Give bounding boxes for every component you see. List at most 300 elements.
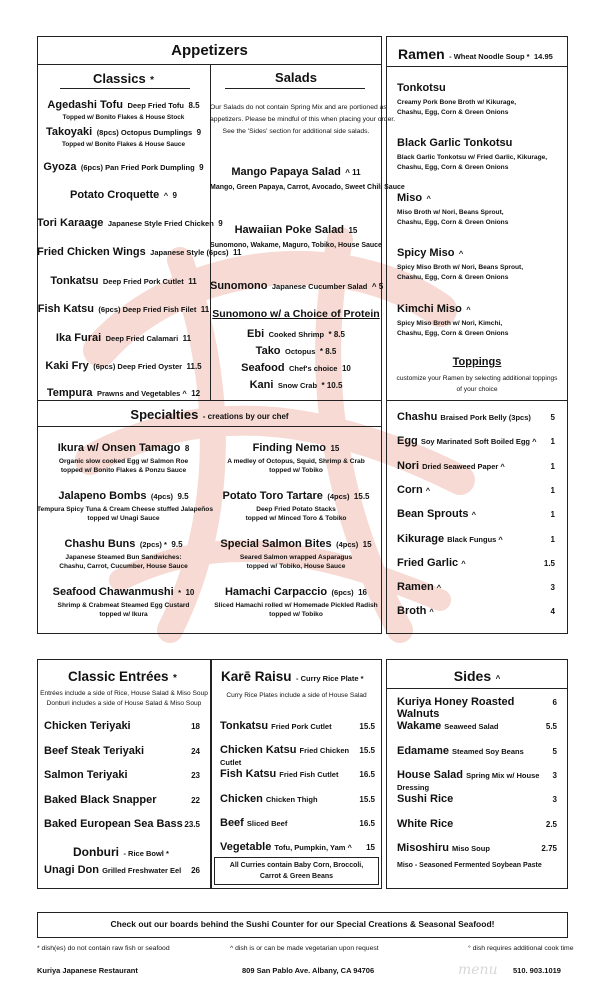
topping-name: Egg — [397, 435, 418, 448]
curry-price: 15.5 — [359, 746, 375, 756]
specialty-name: Chashu Buns — [64, 538, 136, 550]
divider — [225, 88, 365, 89]
topping-item — [397, 460, 555, 472]
protein-item — [210, 341, 382, 359]
divider — [37, 426, 382, 427]
entree-price: 24 — [191, 746, 200, 756]
ramen-line — [397, 78, 516, 96]
topping-price: 4 — [550, 607, 555, 617]
classic-name: Kaki Fry — [45, 360, 89, 372]
side-desc: Steamed Soy Beans — [452, 746, 524, 756]
classic-desc: Japanese Style (6pcs) — [150, 248, 229, 257]
sides-title: Sides — [453, 668, 492, 684]
classic-line — [37, 157, 210, 175]
topping-desc: ^ — [429, 607, 434, 617]
topping-name: Nori — [397, 459, 419, 472]
specialty-name: Seafood Chawanmushi — [52, 586, 174, 598]
donburi-name: Unagi Don — [44, 864, 99, 876]
curry-label — [220, 841, 352, 853]
ramen-note: Chashu, Egg, Corn & Green Onions — [397, 109, 509, 116]
side-desc: Spring Mix w/ House Dressing — [397, 770, 540, 792]
specialty-note: Tempura Spicy Tuna & Cream Cheese stuffed Jalapeños — [37, 506, 214, 513]
classic-price: 8.5 — [188, 101, 200, 110]
salads-intro-line: Our Salads do not contain Spring Mix and are portioned as — [210, 104, 387, 111]
topping-item — [397, 411, 555, 423]
ramen-note: Chashu, Egg, Corn & Green Onions — [397, 164, 509, 171]
topping-name: Corn — [397, 483, 423, 496]
protein-price: * 10.5 — [321, 381, 343, 390]
side-price: 6 — [552, 698, 557, 707]
curry-label — [220, 817, 287, 829]
ramen-mark: ^ — [458, 249, 464, 258]
entree-name: Chicken Teriyaki — [44, 720, 131, 732]
specialty-note: Seared Salmon wrapped Asparagus — [239, 554, 353, 561]
curry-name: Fish Katsu — [220, 768, 277, 781]
protein-name: Kani — [249, 379, 274, 391]
entree-name: Baked Black Snapper — [44, 793, 157, 806]
topping-name: Broth — [397, 605, 427, 618]
ramen-mark: ^ — [466, 305, 471, 314]
classic-desc: ^ — [163, 191, 169, 200]
side-price: 5 — [552, 746, 557, 756]
curry-price: 15.5 — [359, 722, 375, 731]
protein-price: 10 — [341, 364, 351, 373]
classic-line — [37, 271, 210, 289]
specialty-price: 9.5 — [171, 540, 183, 549]
classic-line — [37, 328, 210, 346]
curry-header — [221, 668, 364, 686]
specialty-line — [210, 438, 382, 456]
specialty-line — [37, 438, 210, 456]
curry-label — [220, 768, 338, 780]
specialty-price: 15 — [362, 540, 372, 549]
toppings-intro-line: customize your Ramen by selecting additional toppings — [396, 375, 558, 382]
entree-item — [44, 794, 200, 806]
classic-line — [37, 299, 210, 317]
ramen-line — [397, 299, 508, 317]
salad-item — [210, 162, 405, 191]
topping-label — [397, 508, 476, 520]
entree-item — [44, 769, 200, 781]
divider — [60, 88, 190, 89]
curry-footnote-line: All Curries contain Baby Corn, Broccoli, — [229, 862, 364, 869]
topping-name: Bean Sprouts — [397, 508, 469, 521]
classic-item — [37, 356, 210, 374]
classic-item — [37, 185, 210, 203]
curry-item — [220, 793, 375, 805]
topping-price: 1 — [550, 461, 555, 471]
side-price: 3 — [552, 795, 557, 805]
topping-label — [397, 557, 466, 569]
side-name: Misoshiru — [397, 841, 449, 854]
footer-phone: 510. 903.1019 — [513, 966, 561, 975]
ramen-name: Tonkotsu — [397, 82, 446, 94]
curry-subtitle: - Curry Rice Plate * — [296, 674, 364, 683]
ramen-title: Ramen — [398, 46, 445, 62]
appetizers-title: Appetizers — [171, 42, 248, 59]
specialty-line — [210, 534, 382, 552]
topping-name: Chashu — [397, 411, 438, 423]
entrees-note: Entrées include a side of Rice, House Salad & Miso Soup — [40, 690, 208, 697]
specialty-name: Special Salmon Bites — [220, 538, 332, 550]
classic-price: 11 — [188, 277, 197, 286]
specialty-note: topped w/ Tobiko, House Sauce — [246, 563, 346, 570]
classic-item — [37, 299, 210, 317]
classic-name: Tonkatsu — [50, 275, 99, 287]
specialty-name: Jalapeno Bombs — [58, 490, 147, 502]
salads-intro — [210, 102, 396, 138]
topping-desc: ^ — [425, 485, 431, 495]
specialty-price: 8 — [184, 444, 190, 453]
classic-item — [37, 157, 210, 175]
salad-note: Sunomono, Wakame, Maguro, Tobiko, House Sauce — [210, 242, 382, 249]
topping-label — [397, 460, 505, 472]
classic-desc: (6pcs) Deep Fried Oyster — [93, 362, 183, 371]
ramen-note: Chashu, Egg, Corn & Green Onions — [397, 274, 509, 281]
salad-item — [210, 276, 382, 294]
classic-line — [37, 185, 210, 203]
classic-name: Tempura — [46, 387, 93, 399]
protein-name: Ebi — [247, 328, 265, 340]
salad-name: Hawaiian Poke Salad — [234, 224, 345, 236]
specialty-item — [37, 582, 210, 618]
ramen-note: Creamy Pork Bone Broth w/ Kikurage, — [397, 99, 517, 106]
specialty-item — [37, 438, 210, 474]
specialty-line — [210, 486, 382, 504]
specialty-item — [37, 534, 210, 570]
specialty-note: topped w/ Minced Toro & Tobiko — [245, 515, 347, 522]
toppings-header — [386, 356, 568, 395]
donburi-title: Donburi — [73, 845, 119, 859]
classic-line — [37, 383, 210, 401]
specialty-note: topped w/ Tobiko — [269, 611, 323, 618]
divider — [386, 66, 568, 67]
specialty-note: Organic slow cooked Egg w/ Salmon Roe — [58, 458, 189, 465]
specialty-desc: (4pcs) — [327, 492, 350, 501]
ramen-item — [397, 188, 508, 226]
specialties-title: Specialties — [130, 407, 199, 422]
ramen-item — [397, 133, 547, 171]
toppings-title: Toppings — [452, 356, 502, 368]
donburi-price: 26 — [191, 866, 200, 875]
ramen-line — [397, 243, 523, 261]
protein-item — [210, 358, 382, 376]
classic-item — [37, 383, 210, 401]
curry-desc: Fried Pork Cutlet — [271, 722, 332, 731]
side-label — [397, 818, 453, 830]
curry-name: Chicken Katsu — [220, 744, 297, 757]
entrees-note: Donburi includes a side of House Salad & Miso Soup — [46, 700, 202, 707]
classic-item — [37, 328, 210, 346]
side-name: House Salad — [397, 768, 464, 781]
curry-price: 15 — [366, 843, 375, 852]
specialty-line — [37, 534, 210, 552]
topping-label — [397, 411, 531, 423]
topping-price: 1 — [550, 534, 555, 544]
specialty-note: topped w/ Ikura — [99, 611, 148, 618]
ramen-note: Spicy Miso Broth w/ Nori, Kimchi, — [397, 320, 503, 327]
side-price: 2.75 — [541, 843, 557, 853]
classic-name: Takoyaki — [45, 126, 93, 138]
donburi-desc: Grilled Freshwater Eel — [102, 866, 182, 875]
entrees-header — [68, 668, 177, 686]
divider — [37, 400, 382, 401]
classic-price: 9 — [199, 163, 204, 172]
classic-name: Potato Croquette — [70, 189, 160, 201]
protein-item — [210, 324, 382, 342]
sides-header — [386, 668, 568, 686]
specialty-item — [210, 582, 382, 618]
entree-price: 18 — [191, 722, 200, 731]
curry-label — [220, 744, 359, 768]
entrees-title: Classic Entrées — [68, 669, 169, 684]
entree-price: 22 — [191, 795, 200, 805]
specialty-item — [37, 486, 214, 522]
topping-desc: ^ — [461, 558, 466, 568]
donburi-item — [44, 864, 200, 876]
curry-name: Chicken — [220, 792, 263, 805]
curry-price: 15.5 — [359, 794, 375, 804]
curry-label — [220, 793, 318, 805]
topping-item — [397, 508, 555, 520]
classic-price: 12 — [191, 389, 201, 398]
curry-item — [220, 841, 375, 853]
topping-label — [397, 605, 434, 617]
topping-name: Ramen — [397, 581, 434, 594]
sides-mark: ^ — [495, 674, 501, 683]
ramen-item — [397, 299, 508, 337]
specialties-header — [37, 406, 382, 424]
side-name: Edamame — [397, 744, 449, 757]
classic-name: Fried Chicken Wings — [37, 246, 146, 258]
divider — [386, 688, 568, 689]
entree-price: 23.5 — [184, 820, 200, 829]
side-price: 3 — [552, 770, 557, 780]
ramen-item — [397, 243, 523, 281]
ramen-name: Kimchi Miso — [397, 303, 462, 315]
entree-name: Baked European Sea Bass — [44, 818, 183, 830]
legend-star: * dish(es) do not contain raw fish or seafood — [37, 945, 170, 952]
side-price: 5.5 — [545, 722, 557, 732]
curry-footnote-line: Carrot & Green Beans — [259, 873, 334, 880]
topping-desc: ^ — [471, 510, 476, 520]
protein-name: Tako — [255, 345, 281, 357]
side-label — [397, 842, 490, 854]
topping-price: 1 — [550, 437, 555, 447]
ramen-name: Miso — [397, 192, 423, 204]
curry-name: Beef — [220, 816, 244, 829]
classics-title: Classics — [92, 71, 146, 86]
curry-desc: Fried Chicken Cutlet — [220, 746, 350, 768]
specialty-desc: (2pcs) * — [139, 540, 167, 549]
classic-name: Agedashi Tofu — [47, 99, 123, 111]
entree-price: 23 — [191, 771, 200, 780]
side-label — [397, 769, 553, 793]
classic-note: Topped w/ Bonito Flakes & House Sauce — [61, 141, 186, 148]
side-label — [397, 696, 553, 720]
specialty-item — [210, 534, 382, 570]
curry-item — [220, 744, 375, 768]
topping-label — [397, 581, 441, 593]
curry-price: 16.5 — [359, 770, 375, 780]
side-price: 2.5 — [545, 819, 557, 829]
classics-mark: * — [150, 75, 155, 86]
classic-line — [37, 242, 242, 260]
curry-item — [220, 720, 375, 732]
curry-desc: Sliced Beef — [246, 818, 288, 828]
classic-price: 9 — [172, 191, 177, 200]
classic-line — [37, 356, 210, 374]
entree-item — [44, 745, 200, 757]
specialty-price: 15 — [330, 444, 340, 453]
specialty-price: 9.5 — [177, 492, 189, 501]
side-item — [397, 696, 557, 720]
specialty-item — [210, 486, 382, 522]
classic-desc: Deep Fried Tofu — [127, 101, 184, 110]
side-name: White Rice — [397, 817, 454, 830]
topping-desc: ^ — [436, 583, 442, 593]
sides-footnote: Miso - Seasoned Fermented Soybean Paste — [397, 862, 542, 869]
specialty-note: A medley of Octopus, Squid, Shrimp & Crab — [227, 458, 365, 465]
salads-intro-line: appetizers. Please be mindful of this when placing your order. — [210, 116, 396, 123]
curry-title: Karē Raisu — [221, 669, 292, 684]
footer-watermark: menu — [458, 962, 498, 978]
classic-price: 9 — [196, 128, 202, 137]
ramen-item — [397, 78, 516, 116]
classic-desc: Prawns and Vegetables ^ — [96, 389, 187, 398]
specialty-price: 15.5 — [353, 492, 370, 501]
curry-item — [220, 817, 375, 829]
classic-line — [37, 122, 210, 140]
protein-title: Sunomono w/ a Choice of Protein — [212, 308, 380, 320]
protein-price: * 8.5 — [319, 347, 337, 356]
specialty-note: Deep Fried Potato Stacks — [256, 506, 336, 513]
curry-label — [220, 720, 332, 732]
side-item — [397, 745, 557, 757]
classic-price: 11 — [200, 305, 210, 314]
toppings-intro-line: of your choice — [456, 386, 498, 393]
entrees-mark: * — [173, 673, 177, 684]
salad-desc: Japanese Cucumber Salad — [271, 282, 368, 291]
ramen-line — [397, 188, 508, 206]
ramen-mark: ^ — [426, 194, 431, 203]
side-name: Kuriya Honey Roasted Walnuts — [397, 696, 515, 720]
classic-line — [37, 95, 210, 113]
side-item — [397, 720, 557, 732]
divider — [386, 400, 568, 401]
classic-item — [37, 271, 210, 289]
side-name: Sushi Rice — [397, 793, 454, 806]
banner-text: Check out our boards behind the Sushi Counter for our Special Creations & Seasonal Seafood! — [110, 919, 495, 929]
ramen-note: Chashu, Egg, Corn & Green Onions — [397, 330, 509, 337]
salad-name: Mango Papaya Salad — [231, 166, 341, 178]
specialty-desc: * — [178, 588, 182, 597]
topping-desc: Soy Marinated Soft Boiled Egg ^ — [420, 437, 537, 447]
protein-name: Seafood — [241, 362, 285, 374]
topping-price: 1 — [550, 485, 555, 495]
salad-price: ^ 5 — [371, 282, 384, 291]
topping-label — [397, 484, 430, 496]
topping-price: 1 — [550, 510, 555, 520]
topping-item — [397, 581, 555, 593]
specialty-name: Finding Nemo — [252, 442, 326, 454]
curry-price: 16.5 — [359, 818, 375, 828]
specialty-price: 10 — [185, 588, 195, 597]
side-label — [397, 745, 524, 757]
protein-desc: Cooked Shrimp — [268, 330, 325, 339]
footer-address: 809 San Pablo Ave. Albany, CA 94706 — [242, 966, 375, 975]
specialty-note: Shrimp & Crabmeat Steamed Egg Custard — [57, 602, 190, 609]
classic-line — [37, 213, 223, 231]
legend-caret: ^ dish is or can be made vegetarian upon request — [230, 945, 379, 952]
topping-name: Fried Garlic — [397, 556, 459, 569]
footer-name: Kuriya Japanese Restaurant — [37, 966, 138, 975]
classic-name: Ika Furai — [55, 332, 102, 344]
classic-name: Gyoza — [43, 161, 77, 173]
curry-item — [220, 768, 375, 780]
classic-desc: Japanese Style Fried Chicken — [107, 219, 214, 228]
topping-item — [397, 605, 555, 617]
specialty-item — [210, 438, 382, 474]
classic-item — [37, 122, 210, 148]
side-name: Wakame — [397, 720, 442, 733]
classic-desc: (6pcs) Deep Fried Fish Filet — [98, 305, 197, 314]
topping-desc: Braised Pork Belly (3pcs) — [440, 413, 531, 422]
classic-item — [37, 95, 210, 121]
classic-desc: (8pcs) Octopus Dumplings — [96, 128, 193, 137]
curry-desc: Fried Fish Cutlet — [279, 770, 339, 780]
classics-header — [37, 70, 210, 88]
side-item — [397, 793, 557, 805]
specialties-subtitle: - creations by our chef — [202, 412, 289, 421]
topping-label — [397, 435, 536, 447]
side-label — [397, 793, 453, 805]
ramen-subtitle: - Wheat Noodle Soup * — [449, 52, 530, 61]
donburi-header — [73, 843, 169, 861]
salads-intro-line: See the 'Sides' section for additional side salads. — [222, 128, 370, 135]
curry-name: Vegetable — [220, 841, 272, 853]
protein-desc: Octopus — [284, 347, 316, 356]
salad-price: ^ 11 — [345, 168, 361, 177]
specialty-line — [210, 582, 382, 600]
specialty-name: Hamachi Carpaccio — [224, 586, 328, 598]
curry-name: Tonkatsu — [220, 720, 269, 732]
protein-desc: Chef's choice — [289, 364, 338, 373]
topping-item — [397, 533, 555, 545]
specialty-name: Potato Toro Tartare — [222, 490, 323, 502]
classic-price: 11 — [182, 334, 192, 343]
specialty-price: 16 — [358, 588, 367, 597]
topping-price: 3 — [550, 583, 555, 593]
curry-footnote — [214, 860, 379, 882]
classic-desc: Deep Fried Calamari — [105, 334, 179, 343]
topping-price: 1.5 — [543, 558, 555, 568]
entree-item — [44, 818, 200, 830]
classic-price: 11 — [232, 248, 242, 257]
specialty-note: topped w/ Tobiko — [269, 467, 323, 474]
ramen-header — [398, 46, 553, 64]
topping-price: 5 — [550, 413, 555, 422]
curry-desc: Tofu, Pumpkin, Yam ^ — [274, 843, 352, 852]
specialty-note: topped w/ Bonito Flakes & Ponzu Sauce — [60, 467, 187, 474]
side-label — [397, 720, 499, 732]
specialty-desc: (4pcs) — [336, 540, 359, 549]
salad-item — [210, 220, 382, 249]
topping-desc: Dried Seaweed Paper ^ — [422, 461, 505, 471]
topping-item — [397, 435, 555, 447]
protein-desc: Snow Crab — [277, 381, 318, 390]
protein-item — [210, 375, 382, 393]
